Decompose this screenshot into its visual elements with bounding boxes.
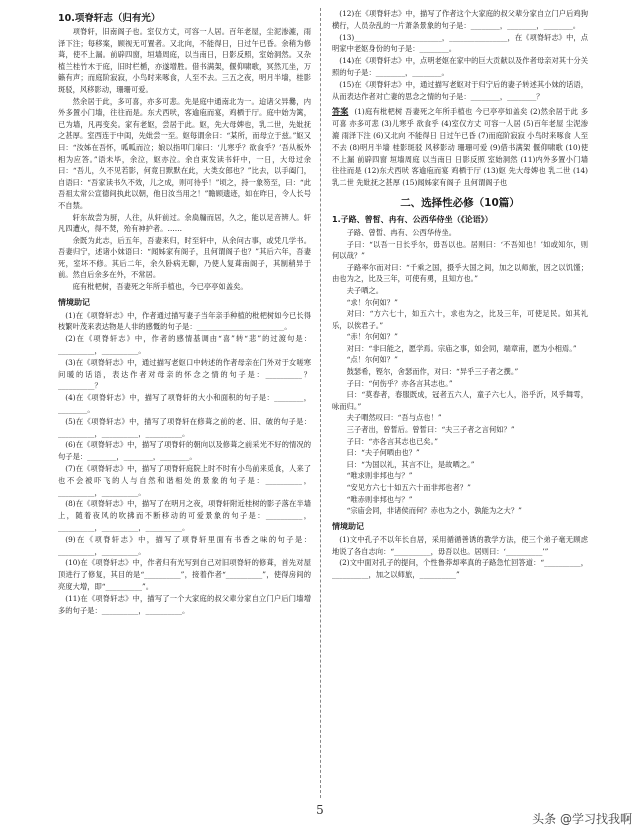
question-item: (5)在《项脊轩志》中，描写了项脊轩在修葺之前的老、旧、破的句子是：__________，__________，__________。 bbox=[58, 416, 311, 438]
question-item: (4)在《项脊轩志》中，描写了项脊轩的大小和面积的句子是：________，________。 bbox=[58, 393, 311, 415]
article-paragraph: “唯赤则非邦也与？” bbox=[346, 494, 413, 504]
article-paragraph: 对曰：“方六七十，如五六十，求也为之，比及三年，可使足民。如其礼乐，以俟君子。” bbox=[332, 309, 588, 330]
article-paragraph: 子曰：“何伤乎？亦各言其志也。” bbox=[346, 378, 453, 388]
question-item: (7)在《项脊轩志》中，描写了项脊轩庭院上时不时有小鸟前来觅食，人来了也不会被吓飞的人与自然和谐相处的景象的句子是：__________，__________，__________。 bbox=[58, 464, 311, 497]
column-divider bbox=[320, 8, 321, 798]
article-paragraph: “安见方六七十如五六十而非邦也者？” bbox=[346, 483, 471, 493]
article-paragraph: “赤！尔何如？” bbox=[346, 332, 398, 342]
question-item: (10)在《项脊轩志》中，作者归有光写到自己对旧项脊轩的修葺，首先对屋顶进行了修复，其目的是“__________”，接着作者“__________”，使得房间的亮度大增，即“__________”。 bbox=[58, 558, 311, 591]
memory-aid-heading: 情境助记 bbox=[332, 521, 364, 531]
article-paragraph: 子曰：“以吾一日长乎尔，毋吾以也。居则曰：‘不吾知也！’如或知尔，则何以哉？” bbox=[332, 239, 588, 261]
question-item: (2)在《项脊轩志》中，作者的感情基调由“喜”转“悲”的过渡句是：__________，__________。 bbox=[58, 334, 311, 356]
question-item: (12)在《项脊轩志》中，描写了作者这个大家庭的叔父辈分家自立门户后鸡狗横行，人员杂乱的一片萧条景象的句子是：________，________，________。 bbox=[332, 9, 588, 30]
article-paragraph: “点！尔何如？” bbox=[346, 355, 398, 365]
article-paragraph: 夫子喟然叹曰：“吾与点也！” bbox=[346, 413, 442, 423]
article-paragraph: 鼓瑟希，铿尔，舍瑟而作，对曰：“异乎三子者之撰。” bbox=[346, 367, 519, 377]
article-paragraph: 对曰：“非曰能之，愿学焉。宗庙之事，如会同，端章甫，愿为小相焉。” bbox=[346, 343, 577, 353]
right-column bbox=[332, 8, 588, 581]
question-item: (6)在《项脊轩志》中，描写了项脊轩的朝向以及修葺之前采光不好的情况的句子是：________，________，________。 bbox=[58, 440, 311, 462]
section-title: 二、选择性必修（10篇） bbox=[400, 196, 520, 209]
article-paragraph: 余既为此志，后五年，吾妻来归，时至轩中，从余问古事，或凭几学书。吾妻归宁，述诸小妹语曰：“闻姊家有阁子，且何谓阁子也？”其后六年，吾妻死，室坏不修。其后二年，余久卧病无聊，乃使人复葺南阁子，其制稍异于前。然自后余多在外，不常居。 bbox=[58, 235, 311, 280]
answer-block bbox=[332, 106, 588, 189]
answer-content: (1)庭有枇杷树 吾妻死之年所手植也 今已亭亭如盖矣 (2)然余居于此 多可喜 亦多可悲 (3)儿寒乎 欲食乎 (4)室仅方丈 可容一人居 (5)百年老屋 尘泥渗漉 雨泽下注 (6)又北向 不能得日 日过午已昏 (7)而庭阶寂寂 小鸟时来啄食 人至不去 (8)明月半墙 桂影斑驳 风移影动 珊珊可爱 (9)借书满架 偃仰啸歌 (10)使不上漏 前辟四窗 垣墙周庭 以当南日 日影反照 室始洞然 (11)内外多置小门墙 往往而是 (12)东犬西吠 客逾庖而宴 鸡栖于厅 (13)妪 先大母婢也 乳二世 (14)乳二世 先妣抚之甚厚 (15)闻姊家有阁子 且何谓阁子也 bbox=[332, 107, 589, 188]
answer-label: 答案 bbox=[332, 107, 349, 117]
question-item: (3)在《项脊轩志》中，通过描写老妪口中转述的作者母亲在门外对于女嗟寒问暖的话语，表达作者对母亲的怀念之情的句子是：__________？__________？ bbox=[58, 357, 311, 391]
article-paragraph: 庭有枇杷树，吾妻死之年所手植也，今已亭亭如盖矣。 bbox=[72, 282, 248, 292]
left-column bbox=[58, 8, 311, 616]
article-paragraph: 三子者出，曾皙后。曾皙曰：“夫三子者之言何如？” bbox=[346, 425, 515, 435]
article-paragraph: “宗庙会同，非诸侯而何？赤也为之小，孰能为之大？” bbox=[346, 506, 522, 516]
memory-aid-heading: 情境助记 bbox=[58, 297, 90, 307]
article-paragraph: 子曰：“亦各言其志也已矣。” bbox=[346, 436, 438, 446]
article-paragraph: 项脊轩，旧南阁子也。室仅方丈，可容一人居。百年老屋，尘泥渗漉，雨泽下注；每移案，顾视无可置者。又北向，不能得日，日过午已昏。余稍为修葺，使不上漏。前辟四窗，垣墙周庭，以当南日，日影反照，室始洞然。又杂植兰桂竹木于庭，旧时栏楯，亦遂增胜。借书满架，偃仰啸歌，冥然兀坐，万籁有声；而庭阶寂寂，小鸟时来啄食，人至不去。三五之夜，明月半墙，桂影斑驳，风移影动，珊珊可爱。 bbox=[58, 27, 311, 94]
article-paragraph: 曰：“为国以礼，其言不让，是故哂之。” bbox=[346, 459, 475, 469]
page-number: 5 bbox=[316, 803, 324, 817]
article-paragraph: 曰：“莫春者，春服既成，冠者五六人，童子六七人，浴乎沂，风乎舞雩，咏而归。” bbox=[332, 390, 588, 411]
watermark: 头条 @学习找我啊 bbox=[532, 812, 632, 826]
question-item: (14)在《项脊轩志》中，点明老妪在家中的巨大贡献以及作者母亲对其十分关照的句子是：________，________。 bbox=[332, 56, 588, 77]
question-item: (15)在《项脊轩志》中，通过描写老妪对于归宁后的妻子转述其小妹的话语，从而表达作者对亡妻的思念之情的句子是：________，________？ bbox=[332, 79, 588, 101]
article-title: 1.子路、曾皙、冉有、公西华侍坐（《论语》） bbox=[332, 214, 493, 224]
article-paragraph: “唯求则非邦也与？” bbox=[346, 471, 413, 481]
article-paragraph: 轩东故尝为厨，人往，从轩前过。余扃牖而居，久之，能以足音辨人。轩凡四遭火，得不焚，殆有神护者。…… bbox=[58, 212, 311, 234]
question-item: (2)文中面对孔子的提问，个性鲁莽却率真的子路急忙回答道：“__________，__________，加之以师旅，__________” bbox=[332, 558, 588, 580]
question-item: (1)在《项脊轩志》中，作者通过描写妻子当年亲手种植的枇杷树如今已长得枝繁叶茂来表达物是人非的感慨的句子是：________________________。 bbox=[58, 310, 311, 332]
question-item: (9)在《项脊轩志》中，描写了项脊轩里面有书香之味的句子是：__________，__________。 bbox=[58, 534, 311, 556]
article-title: 10.项脊轩志（归有光） bbox=[58, 13, 161, 24]
article-paragraph: 然余居于此，多可喜，亦多可悲。先是庭中通南北为一。迨诸父异爨，内外多置小门墙，往往而是。东犬西吠，客逾庖而宴，鸡栖于厅。庭中始为篱，已为墙，凡再变矣。家有老妪，尝居于此。妪，先大母婢也，乳二世，先妣抚之甚厚。室西连于中闺，先妣尝一至。妪每谓余曰：“某所，而母立于兹。”妪又曰：“汝姊在吾怀，呱呱而泣；娘以指叩门扉曰：‘儿寒乎？欲食乎？’吾从板外相为应答。”语未毕，余泣，妪亦泣。余自束发读书轩中，一日，大母过余曰：“吾儿，久不见若影，何竟日默默在此，大类女郎也？”比去，以手阖门，自语曰：“吾家读书久不效，儿之成，则可待乎！”顷之，持一象笏至，曰：“此吾祖太常公宣德间执此以朝，他日汝当用之！”瞻顾遗迹，如在昨日，令人长号不自禁。 bbox=[58, 96, 311, 210]
question-item: (11)在《项脊轩志》中，描写了一个大家庭的叔父辈分家自立门户后门墙增多的句子是：__________，__________。 bbox=[58, 593, 311, 615]
article-paragraph: “求！尔何如？” bbox=[346, 297, 398, 307]
article-paragraph: 曰：“夫子何哂由也？” bbox=[346, 448, 420, 458]
question-item: (13)________________________，________________，在《项脊轩志》中，点明家中老妪身份的句子是：________。 bbox=[332, 32, 588, 54]
article-paragraph: 子路率尔而对曰：“千乘之国，摄乎大国之间，加之以师旅，因之以饥馑；由也为之，比及三年，可使有勇，且知方也。” bbox=[332, 262, 588, 284]
question-item: (1)文中孔子不以年长自居，采用循循善诱的教学方法，使三个弟子毫无顾虑地说了各自志向：“__________，毋吾以也。居则曰：‘__________’” bbox=[332, 534, 588, 556]
article-paragraph: 夫子哂之。 bbox=[346, 285, 384, 295]
question-item: (8)在《项脊轩志》中，描写了在明月之夜，项脊轩附近桂树的影子落在半墙上，随着夜风的吹拂而不断移动的可爱景象的句子是：__________，__________，__________，__________。 bbox=[58, 499, 311, 532]
article-paragraph: 子路、曾皙、冉有、公西华侍坐。 bbox=[346, 227, 457, 237]
